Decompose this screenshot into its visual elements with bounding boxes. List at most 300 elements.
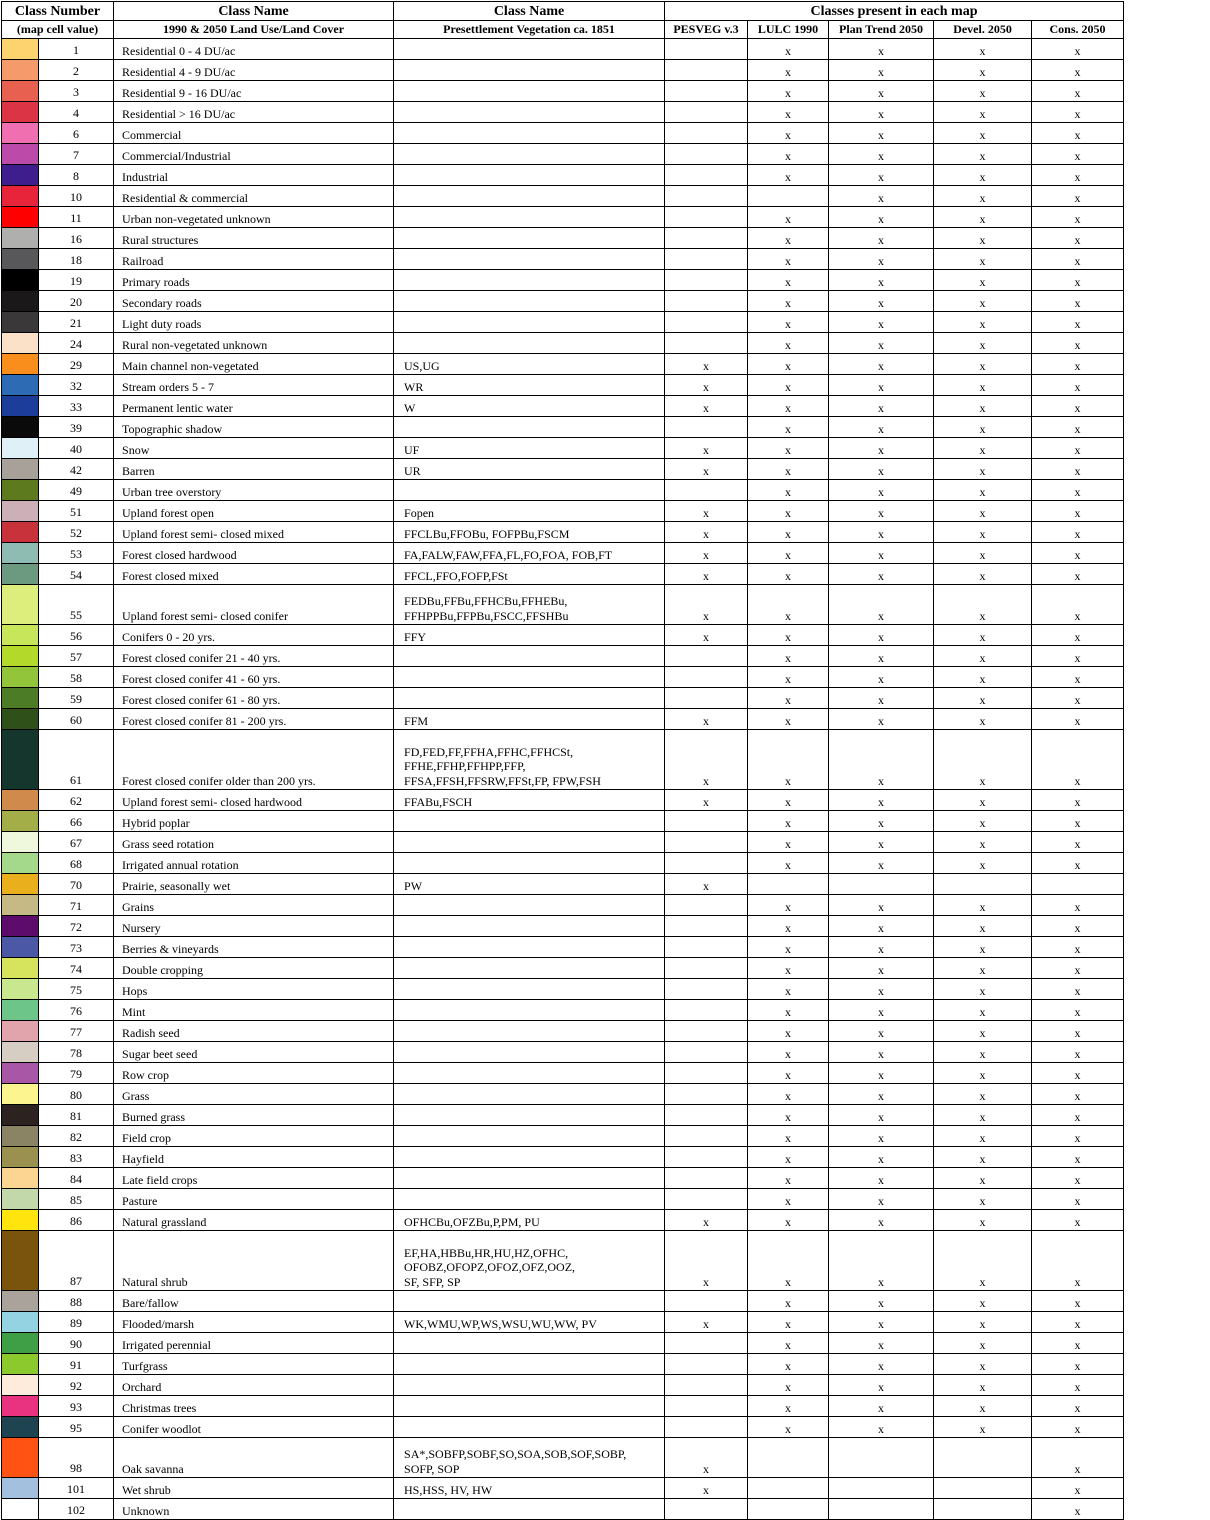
class-number: 61 bbox=[39, 730, 114, 790]
table-row bbox=[2, 1417, 1124, 1438]
presence-pesveg: x bbox=[665, 1478, 748, 1499]
presence-plan-trend-2050: x bbox=[829, 207, 934, 228]
presence-plan-trend-2050: x bbox=[829, 1312, 934, 1333]
class-number: 60 bbox=[39, 709, 114, 730]
presence-lulc-1990 bbox=[748, 186, 829, 207]
presence-plan-trend-2050: x bbox=[829, 459, 934, 480]
presettlement-veg-codes bbox=[394, 667, 665, 688]
class-number: 56 bbox=[39, 625, 114, 646]
presence-lulc-1990: x bbox=[748, 646, 829, 667]
presence-lulc-1990: x bbox=[748, 270, 829, 291]
presence-cons-2050: x bbox=[1032, 1375, 1124, 1396]
color-swatch-cell bbox=[2, 186, 39, 207]
class-number: 2 bbox=[39, 60, 114, 81]
class-name: Grass seed rotation bbox=[114, 832, 394, 853]
presence-plan-trend-2050: x bbox=[829, 1168, 934, 1189]
color-swatch-cell bbox=[2, 1354, 39, 1375]
presettlement-veg-codes: FA,FALW,FAW,FFA,FL,FO,FOA, FOB,FT bbox=[394, 543, 665, 564]
presence-pesveg bbox=[665, 186, 748, 207]
color-swatch bbox=[2, 459, 38, 479]
color-swatch-cell bbox=[2, 730, 39, 790]
class-name: Nursery bbox=[114, 916, 394, 937]
presence-lulc-1990: x bbox=[748, 564, 829, 585]
presence-lulc-1990: x bbox=[748, 1231, 829, 1291]
table-row bbox=[2, 249, 1124, 270]
presence-lulc-1990: x bbox=[748, 312, 829, 333]
class-name: Row crop bbox=[114, 1063, 394, 1084]
color-swatch-cell bbox=[2, 1147, 39, 1168]
presettlement-veg-codes bbox=[394, 228, 665, 249]
presettlement-veg-codes bbox=[394, 979, 665, 1000]
presence-cons-2050: x bbox=[1032, 688, 1124, 709]
color-swatch-cell bbox=[2, 480, 39, 501]
presence-cons-2050: x bbox=[1032, 228, 1124, 249]
class-name: Main channel non-vegetated bbox=[114, 354, 394, 375]
class-number: 1 bbox=[39, 39, 114, 60]
color-swatch-cell bbox=[2, 667, 39, 688]
color-swatch-cell bbox=[2, 396, 39, 417]
presence-pesveg: x bbox=[665, 585, 748, 625]
presettlement-veg-codes: UR bbox=[394, 459, 665, 480]
presence-pesveg: x bbox=[665, 1312, 748, 1333]
color-swatch bbox=[2, 646, 38, 666]
color-swatch bbox=[2, 832, 38, 852]
presence-lulc-1990: x bbox=[748, 585, 829, 625]
presence-cons-2050: x bbox=[1032, 1063, 1124, 1084]
table-row bbox=[2, 1438, 1124, 1478]
presence-plan-trend-2050: x bbox=[829, 1375, 934, 1396]
presettlement-veg-codes bbox=[394, 1375, 665, 1396]
presence-cons-2050: x bbox=[1032, 1291, 1124, 1312]
color-swatch-cell bbox=[2, 123, 39, 144]
presence-pesveg bbox=[665, 1417, 748, 1438]
presence-cons-2050: x bbox=[1032, 853, 1124, 874]
presence-devel-2050: x bbox=[934, 688, 1032, 709]
presence-devel-2050: x bbox=[934, 1375, 1032, 1396]
color-swatch bbox=[2, 1438, 38, 1477]
presence-cons-2050: x bbox=[1032, 1105, 1124, 1126]
class-number: 83 bbox=[39, 1147, 114, 1168]
presettlement-veg-codes bbox=[394, 1396, 665, 1417]
presettlement-veg-codes bbox=[394, 1499, 665, 1520]
presettlement-veg-codes: FFCLBu,FFOBu, FOFPBu,FSCM bbox=[394, 522, 665, 543]
presence-cons-2050: x bbox=[1032, 646, 1124, 667]
class-number: 77 bbox=[39, 1021, 114, 1042]
presence-devel-2050: x bbox=[934, 1147, 1032, 1168]
presence-devel-2050: x bbox=[934, 790, 1032, 811]
presence-pesveg bbox=[665, 249, 748, 270]
presence-devel-2050: x bbox=[934, 291, 1032, 312]
color-swatch bbox=[2, 1168, 38, 1188]
presence-cons-2050: x bbox=[1032, 39, 1124, 60]
presence-devel-2050: x bbox=[934, 1105, 1032, 1126]
color-swatch-cell bbox=[2, 916, 39, 937]
class-number: 89 bbox=[39, 1312, 114, 1333]
presence-devel-2050: x bbox=[934, 667, 1032, 688]
color-swatch-cell bbox=[2, 270, 39, 291]
table-row bbox=[2, 667, 1124, 688]
presence-plan-trend-2050: x bbox=[829, 102, 934, 123]
class-name: Upland forest semi- closed mixed bbox=[114, 522, 394, 543]
color-swatch bbox=[2, 1147, 38, 1167]
class-name: Rural structures bbox=[114, 228, 394, 249]
class-name: Burned grass bbox=[114, 1105, 394, 1126]
presence-devel-2050: x bbox=[934, 730, 1032, 790]
presence-pesveg bbox=[665, 1042, 748, 1063]
table-row bbox=[2, 186, 1124, 207]
presence-plan-trend-2050: x bbox=[829, 354, 934, 375]
presence-lulc-1990: x bbox=[748, 811, 829, 832]
presence-lulc-1990: x bbox=[748, 81, 829, 102]
presettlement-veg-codes bbox=[394, 646, 665, 667]
table-row bbox=[2, 979, 1124, 1000]
presence-pesveg bbox=[665, 333, 748, 354]
presence-plan-trend-2050: x bbox=[829, 270, 934, 291]
class-number: 90 bbox=[39, 1333, 114, 1354]
class-number: 49 bbox=[39, 480, 114, 501]
table-row bbox=[2, 1333, 1124, 1354]
presence-plan-trend-2050: x bbox=[829, 1147, 934, 1168]
map-header-cons-2050: Cons. 2050 bbox=[1032, 21, 1124, 39]
presence-lulc-1990: x bbox=[748, 459, 829, 480]
presence-plan-trend-2050: x bbox=[829, 228, 934, 249]
presence-plan-trend-2050: x bbox=[829, 585, 934, 625]
presence-plan-trend-2050: x bbox=[829, 937, 934, 958]
presence-devel-2050: x bbox=[934, 417, 1032, 438]
table-row bbox=[2, 60, 1124, 81]
class-name: Turfgrass bbox=[114, 1354, 394, 1375]
table-row bbox=[2, 853, 1124, 874]
class-name: Forest closed conifer 81 - 200 yrs. bbox=[114, 709, 394, 730]
presence-plan-trend-2050: x bbox=[829, 1231, 934, 1291]
class-number: 16 bbox=[39, 228, 114, 249]
presence-pesveg bbox=[665, 1354, 748, 1375]
presettlement-veg-codes bbox=[394, 291, 665, 312]
presence-lulc-1990: x bbox=[748, 1084, 829, 1105]
presence-cons-2050: x bbox=[1032, 1231, 1124, 1291]
color-swatch bbox=[2, 790, 38, 810]
presence-pesveg bbox=[665, 811, 748, 832]
presence-lulc-1990: x bbox=[748, 249, 829, 270]
class-number: 102 bbox=[39, 1499, 114, 1520]
header-row-2 bbox=[2, 21, 1124, 39]
class-name: Natural grassland bbox=[114, 1210, 394, 1231]
color-swatch-cell bbox=[2, 1438, 39, 1478]
presence-pesveg: x bbox=[665, 1210, 748, 1231]
class-number: 92 bbox=[39, 1375, 114, 1396]
color-swatch-cell bbox=[2, 39, 39, 60]
color-swatch bbox=[2, 1210, 38, 1230]
class-name: Oak savanna bbox=[114, 1438, 394, 1478]
presence-cons-2050: x bbox=[1032, 1417, 1124, 1438]
color-swatch bbox=[2, 709, 38, 729]
color-swatch bbox=[2, 979, 38, 999]
presence-pesveg: x bbox=[665, 1438, 748, 1478]
presence-cons-2050: x bbox=[1032, 102, 1124, 123]
presence-plan-trend-2050: x bbox=[829, 811, 934, 832]
class-number: 58 bbox=[39, 667, 114, 688]
color-swatch-cell bbox=[2, 1396, 39, 1417]
presettlement-veg-codes: FFCL,FFO,FOFP,FSt bbox=[394, 564, 665, 585]
color-swatch bbox=[2, 1063, 38, 1083]
color-swatch bbox=[2, 396, 38, 416]
class-number: 71 bbox=[39, 895, 114, 916]
presence-cons-2050: x bbox=[1032, 1499, 1124, 1520]
class-name: Secondary roads bbox=[114, 291, 394, 312]
table-row bbox=[2, 312, 1124, 333]
table-row bbox=[2, 646, 1124, 667]
presence-devel-2050: x bbox=[934, 207, 1032, 228]
presence-plan-trend-2050: x bbox=[829, 312, 934, 333]
presence-devel-2050: x bbox=[934, 186, 1032, 207]
color-swatch bbox=[2, 688, 38, 708]
presence-cons-2050: x bbox=[1032, 543, 1124, 564]
presence-pesveg: x bbox=[665, 709, 748, 730]
color-swatch bbox=[2, 853, 38, 873]
class-number: 93 bbox=[39, 1396, 114, 1417]
presence-cons-2050: x bbox=[1032, 417, 1124, 438]
color-swatch bbox=[2, 417, 38, 437]
class-name: Grass bbox=[114, 1084, 394, 1105]
color-swatch-cell bbox=[2, 1231, 39, 1291]
presence-devel-2050 bbox=[934, 1478, 1032, 1499]
presence-plan-trend-2050: x bbox=[829, 625, 934, 646]
presence-pesveg: x bbox=[665, 438, 748, 459]
class-number: 67 bbox=[39, 832, 114, 853]
presence-devel-2050: x bbox=[934, 811, 1032, 832]
color-swatch-cell bbox=[2, 438, 39, 459]
class-number: 74 bbox=[39, 958, 114, 979]
table-row bbox=[2, 165, 1124, 186]
presence-lulc-1990: x bbox=[748, 832, 829, 853]
presence-cons-2050: x bbox=[1032, 1210, 1124, 1231]
presence-lulc-1990: x bbox=[748, 625, 829, 646]
presettlement-veg-codes bbox=[394, 60, 665, 81]
class-name: Urban non-vegetated unknown bbox=[114, 207, 394, 228]
color-swatch bbox=[2, 1478, 38, 1498]
presettlement-veg-codes bbox=[394, 1042, 665, 1063]
presence-cons-2050: x bbox=[1032, 459, 1124, 480]
class-number: 11 bbox=[39, 207, 114, 228]
presence-cons-2050: x bbox=[1032, 207, 1124, 228]
presettlement-veg-codes: EF,HA,HBBu,HR,HU,HZ,OFHC, OFOBZ,OFOPZ,OFOZ,OFZ,OOZ, SF, SFP, SP bbox=[394, 1231, 665, 1291]
presence-devel-2050: x bbox=[934, 937, 1032, 958]
color-swatch-cell bbox=[2, 625, 39, 646]
presence-devel-2050: x bbox=[934, 333, 1032, 354]
class-number: 76 bbox=[39, 1000, 114, 1021]
class-name: Irrigated annual rotation bbox=[114, 853, 394, 874]
presence-devel-2050: x bbox=[934, 1084, 1032, 1105]
presence-pesveg: x bbox=[665, 790, 748, 811]
color-swatch-cell bbox=[2, 688, 39, 709]
presettlement-veg-codes bbox=[394, 1417, 665, 1438]
presence-lulc-1990: x bbox=[748, 667, 829, 688]
presence-devel-2050: x bbox=[934, 1396, 1032, 1417]
presence-pesveg bbox=[665, 1063, 748, 1084]
presence-cons-2050: x bbox=[1032, 709, 1124, 730]
presence-devel-2050: x bbox=[934, 165, 1032, 186]
class-name: Forest closed conifer 61 - 80 yrs. bbox=[114, 688, 394, 709]
class-number: 62 bbox=[39, 790, 114, 811]
presence-plan-trend-2050: x bbox=[829, 646, 934, 667]
presence-cons-2050: x bbox=[1032, 501, 1124, 522]
presence-pesveg bbox=[665, 291, 748, 312]
table-row bbox=[2, 709, 1124, 730]
table-row bbox=[2, 1210, 1124, 1231]
presence-plan-trend-2050: x bbox=[829, 688, 934, 709]
class-name: Rural non-vegetated unknown bbox=[114, 333, 394, 354]
presence-plan-trend-2050: x bbox=[829, 1042, 934, 1063]
presence-pesveg bbox=[665, 1147, 748, 1168]
class-name: Radish seed bbox=[114, 1021, 394, 1042]
presence-cons-2050: x bbox=[1032, 522, 1124, 543]
presence-plan-trend-2050 bbox=[829, 1478, 934, 1499]
table-row bbox=[2, 874, 1124, 895]
class-number: 70 bbox=[39, 874, 114, 895]
color-swatch-cell bbox=[2, 1478, 39, 1499]
presence-plan-trend-2050: x bbox=[829, 730, 934, 790]
presence-pesveg bbox=[665, 144, 748, 165]
presence-pesveg: x bbox=[665, 625, 748, 646]
color-swatch bbox=[2, 144, 38, 164]
presence-plan-trend-2050: x bbox=[829, 123, 934, 144]
color-swatch-cell bbox=[2, 1499, 39, 1520]
presence-plan-trend-2050: x bbox=[829, 81, 934, 102]
presence-pesveg bbox=[665, 1499, 748, 1520]
presence-devel-2050: x bbox=[934, 39, 1032, 60]
table-row bbox=[2, 1105, 1124, 1126]
table-row bbox=[2, 585, 1124, 625]
class-number: 3 bbox=[39, 81, 114, 102]
presence-devel-2050: x bbox=[934, 228, 1032, 249]
presence-pesveg bbox=[665, 979, 748, 1000]
color-swatch bbox=[2, 1000, 38, 1020]
presence-pesveg bbox=[665, 1000, 748, 1021]
color-swatch bbox=[2, 438, 38, 458]
presence-cons-2050: x bbox=[1032, 832, 1124, 853]
presence-devel-2050: x bbox=[934, 249, 1032, 270]
presettlement-veg-codes: WK,WMU,WP,WS,WSU,WU,WW, PV bbox=[394, 1312, 665, 1333]
presence-pesveg bbox=[665, 1333, 748, 1354]
table-row bbox=[2, 958, 1124, 979]
class-name: Christmas trees bbox=[114, 1396, 394, 1417]
presence-cons-2050: x bbox=[1032, 291, 1124, 312]
presence-plan-trend-2050: x bbox=[829, 709, 934, 730]
class-number: 72 bbox=[39, 916, 114, 937]
class-name: Unknown bbox=[114, 1499, 394, 1520]
presence-devel-2050: x bbox=[934, 646, 1032, 667]
presence-cons-2050: x bbox=[1032, 249, 1124, 270]
class-number: 82 bbox=[39, 1126, 114, 1147]
presence-cons-2050: x bbox=[1032, 333, 1124, 354]
table-row bbox=[2, 501, 1124, 522]
presettlement-veg-codes bbox=[394, 1147, 665, 1168]
class-name: Forest closed conifer older than 200 yrs. bbox=[114, 730, 394, 790]
color-swatch-cell bbox=[2, 522, 39, 543]
class-name-header: Class Name bbox=[114, 2, 394, 21]
presence-plan-trend-2050: x bbox=[829, 522, 934, 543]
presence-pesveg bbox=[665, 228, 748, 249]
presence-devel-2050: x bbox=[934, 1063, 1032, 1084]
class-name: Forest closed conifer 21 - 40 yrs. bbox=[114, 646, 394, 667]
presence-plan-trend-2050: x bbox=[829, 1210, 934, 1231]
presettlement-veg-codes: WR bbox=[394, 375, 665, 396]
presence-lulc-1990: x bbox=[748, 543, 829, 564]
presence-devel-2050: x bbox=[934, 958, 1032, 979]
presence-cons-2050: x bbox=[1032, 625, 1124, 646]
color-swatch-cell bbox=[2, 709, 39, 730]
class-number: 73 bbox=[39, 937, 114, 958]
color-swatch bbox=[2, 1396, 38, 1416]
color-swatch bbox=[2, 186, 38, 206]
presence-cons-2050: x bbox=[1032, 1354, 1124, 1375]
table-row bbox=[2, 1396, 1124, 1417]
table-row bbox=[2, 144, 1124, 165]
presettlement-veg-codes bbox=[394, 207, 665, 228]
presence-plan-trend-2050: x bbox=[829, 543, 934, 564]
presence-lulc-1990: x bbox=[748, 1168, 829, 1189]
presence-plan-trend-2050: x bbox=[829, 667, 934, 688]
table-row bbox=[2, 291, 1124, 312]
presettlement-veg-codes bbox=[394, 916, 665, 937]
color-swatch bbox=[2, 39, 38, 59]
table-row bbox=[2, 1147, 1124, 1168]
presence-plan-trend-2050: x bbox=[829, 564, 934, 585]
color-swatch-cell bbox=[2, 585, 39, 625]
color-swatch bbox=[2, 291, 38, 311]
color-swatch-cell bbox=[2, 1210, 39, 1231]
presence-plan-trend-2050: x bbox=[829, 375, 934, 396]
table-row bbox=[2, 1084, 1124, 1105]
presettlement-veg-codes bbox=[394, 832, 665, 853]
class-name: Conifers 0 - 20 yrs. bbox=[114, 625, 394, 646]
presettlement-veg-codes bbox=[394, 1189, 665, 1210]
classes-present-header: Classes present in each map bbox=[665, 2, 1124, 21]
class-name: Wet shrub bbox=[114, 1478, 394, 1499]
class-name: Sugar beet seed bbox=[114, 1042, 394, 1063]
presence-pesveg bbox=[665, 832, 748, 853]
color-swatch bbox=[2, 1231, 38, 1290]
table-row bbox=[2, 1042, 1124, 1063]
color-swatch bbox=[2, 207, 38, 227]
table-row bbox=[2, 790, 1124, 811]
presence-devel-2050: x bbox=[934, 480, 1032, 501]
map-header-plan-trend-2050: Plan Trend 2050 bbox=[829, 21, 934, 39]
presettlement-veg-codes bbox=[394, 249, 665, 270]
presence-plan-trend-2050: x bbox=[829, 895, 934, 916]
table-row bbox=[2, 39, 1124, 60]
class-number: 8 bbox=[39, 165, 114, 186]
presence-plan-trend-2050: x bbox=[829, 1126, 934, 1147]
class-name: Forest closed conifer 41 - 60 yrs. bbox=[114, 667, 394, 688]
class-number: 29 bbox=[39, 354, 114, 375]
presence-lulc-1990: x bbox=[748, 375, 829, 396]
class-number: 95 bbox=[39, 1417, 114, 1438]
presence-lulc-1990: x bbox=[748, 1291, 829, 1312]
color-swatch bbox=[2, 958, 38, 978]
presettlement-veg-codes: FFM bbox=[394, 709, 665, 730]
presence-lulc-1990: x bbox=[748, 979, 829, 1000]
presence-pesveg: x bbox=[665, 730, 748, 790]
presence-cons-2050: x bbox=[1032, 1312, 1124, 1333]
color-swatch-cell bbox=[2, 165, 39, 186]
presence-devel-2050: x bbox=[934, 354, 1032, 375]
class-name: Forest closed mixed bbox=[114, 564, 394, 585]
class-number: 87 bbox=[39, 1231, 114, 1291]
presence-cons-2050: x bbox=[1032, 186, 1124, 207]
table-row bbox=[2, 1021, 1124, 1042]
presence-cons-2050: x bbox=[1032, 937, 1124, 958]
